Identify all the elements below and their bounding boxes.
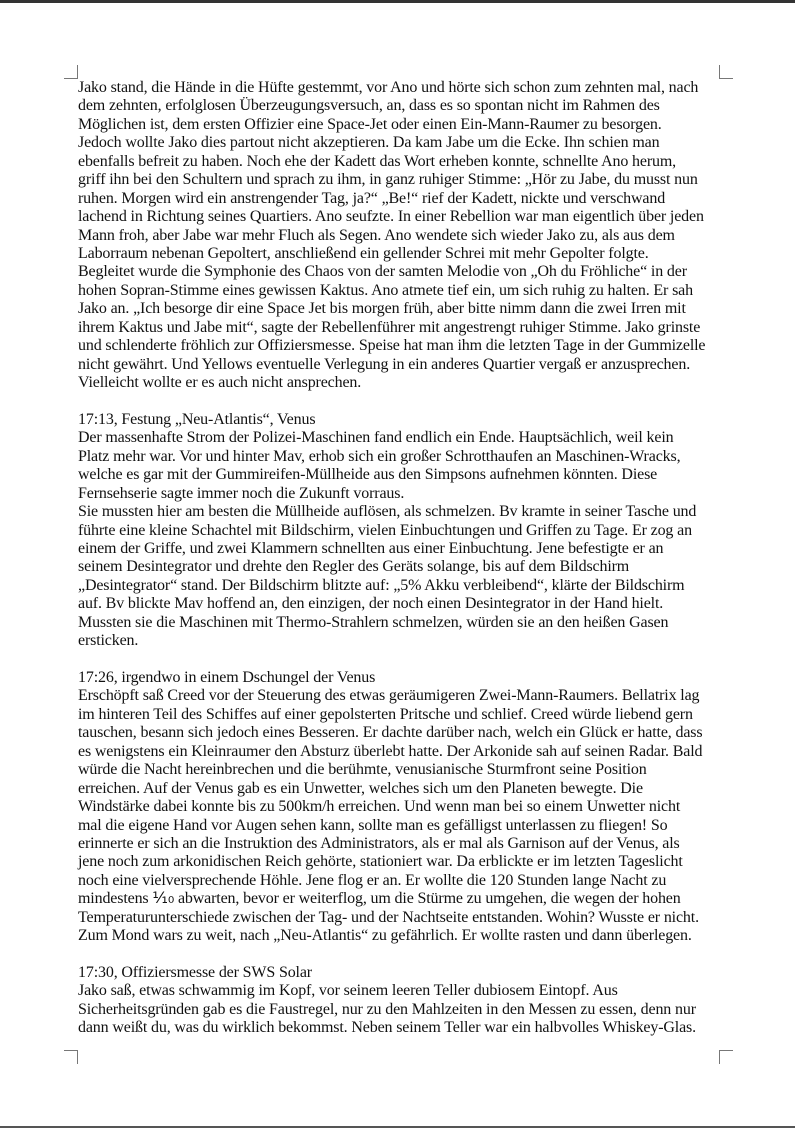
text-line: mal die eigene Hand vor Augen sehen kann, sollte man es gefälligst unterlassen zu fliegen! So — [78, 816, 668, 834]
text-line: auf. Bv blickte Mav hoffend an, den einzigen, der noch einen Desintegrator in der Hand hielt. — [78, 595, 664, 613]
section-heading: 17:30, Offiziersmesse der SWS Solar — [78, 964, 312, 981]
blank-line — [78, 651, 723, 669]
text-line: Zum Mond wars zu weit, nach „Neu-Atlantis“ zu gefährlich. Er wollte rasten und dann überlegen. — [78, 927, 692, 945]
text-line: Der massenhafte Strom der Polizei-Maschinen fand endlich ein Ende. Hauptsächlich, weil kein — [78, 429, 674, 447]
text-line: dem zehnten, erfolglosen Überzeugungsversuch, an, dass es so spontan nicht im Rahmen des — [78, 97, 660, 115]
text-line: Platz mehr war. Vor und hinter Mav, erhob sich ein großer Schrotthaufen an Maschinen-Wracks, — [78, 447, 681, 465]
crop-mark-top-left — [64, 65, 78, 79]
crop-mark-top-right — [719, 65, 733, 79]
text-line: Jako saß, etwas schwammig im Kopf, vor seinem leeren Teller dubiosem Eintopf. Aus — [78, 982, 618, 1000]
crop-mark-bottom-right — [719, 1050, 733, 1064]
text-line: Jako an. „Ich besorge dir eine Space Jet bis morgen früh, aber bitte nimm dann die zwei Irren mit — [78, 300, 686, 318]
text-line: Fernsehserie sagte immer noch die Zukunft vorraus. — [78, 484, 405, 502]
text-line: erinnerte er sich an die Instruktion des Administrators, als er mal als Garnison auf der Venus, als — [78, 834, 680, 852]
text-line: „Desintegrator“ stand. Der Bildschirm blitzte auf: „5% Akku verbleibend“, klärte der Bildschirm — [78, 576, 685, 594]
text-line: führte eine kleine Schachtel mit Bildschirm, vielen Einbuchtungen und Griffen zu Tage. Er zog an — [78, 521, 692, 539]
text-line: würde die Nacht hereinbrechen und die berühmte, venusianische Sturmfront seine Position — [78, 761, 647, 779]
text-line: ebenfalls befreit zu haben. Noch ehe der Kadett das Wort erheben konnte, schnellte Ano herum, — [78, 152, 677, 170]
text-line: Jedoch wollte Jako dies partout nicht akzeptieren. Da kam Jabe um die Ecke. Ihn schien man — [78, 134, 660, 152]
text-line: griff ihn bei den Schultern und sprach zu ihm, in ganz ruhiger Stimme: „Hör zu Jabe, du musst nun — [78, 171, 698, 189]
text-line: seinem Desintegrator und drehte den Regler des Geräts solange, bis auf dem Bildschirm — [78, 558, 630, 576]
section-heading: 17:13, Festung „Neu-Atlantis“, Venus — [78, 410, 316, 428]
text-line: Möglichen ist, dem ersten Offizier eine Space-Jet oder einen Ein-Mann-Raumer zu besorgen. — [78, 115, 662, 133]
text-line: noch eine vielversprechende Höhle. Jene flog er an. Er wollte die 120 Stunden lange Nacht zu — [78, 871, 667, 889]
text-line: Jako stand, die Hände in die Hüfte gestemmt, vor Ano und hörte sich schon zum zehnten mal, nach — [78, 79, 699, 96]
text-line: Mann froh, aber Jabe war mehr Fluch als Segen. Ano wendete sich wieder Jako zu, als aus dem — [78, 226, 675, 244]
text-line: Laborraum nebenan Gepoltert, anschließend ein gellender Schrei mit mehr Gepolter folgte. — [78, 244, 649, 262]
text-line: mindestens ⅒ abwarten, bevor er weiterflog, um die Stürme zu umgehen, die wegen der hohen — [78, 890, 681, 908]
text-line: ersticken. — [78, 632, 139, 650]
text-line: jene noch zum arkonidischen Reich gehörte, stationiert war. Da erblickte er im letzten Tageslicht — [78, 853, 683, 871]
crop-mark-bottom-left — [64, 1050, 78, 1064]
text-line: hohen Sopran-Stimme eines gewissen Kaktus. Ano atmete tief ein, um sich ruhig zu halten. Er sah — [78, 281, 693, 299]
text-line: Windstärke dabei konnte bis zu 500km/h erreichen. Und wenn man bei so einem Unwetter nicht — [78, 798, 681, 816]
text-line: Erschöpft saß Creed vor der Steuerung des etwas geräumigeren Zwei-Mann-Raumers. Bellatrix lag — [78, 687, 700, 705]
text-line: Begleitet wurde die Symphonie des Chaos von der samten Melodie von „Oh du Fröhliche“ in der — [78, 263, 687, 281]
text-line: es wenigstens ein Kleinraumer den Absturz überlebt hatte. Der Arkonide sah auf seinen Radar. Bald — [78, 742, 703, 760]
document-body[interactable] — [78, 79, 723, 1038]
text-line: lachend in Richtung seines Quartiers. Ano seufzte. In einer Rebellion war man eigentlich über jeden — [78, 208, 704, 226]
text-line: Sie mussten hier am besten die Müllheide auflösen, als schmelzen. Bv kramte in seiner Tasche und — [78, 503, 697, 521]
section-heading: 17:26, irgendwo in einem Dschungel der Venus — [78, 669, 376, 686]
blank-line — [78, 392, 723, 410]
window-top-border — [0, 0, 795, 3]
text-line: Temperaturunterschiede zwischen der Tag- und der Nachtseite entstanden. Wohin? Wusste er nicht. — [78, 908, 699, 926]
text-line: und schlenderte fröhlich zur Offiziersmesse. Speise hat man ihm die letzten Tage in der Gummizelle — [78, 337, 706, 355]
text-line: Mussten sie die Maschinen mit Thermo-Strahlern schmelzen, würden sie an den heißen Gasen — [78, 613, 669, 631]
text-line: im hinteren Teil des Schiffes auf einer gepolsterten Pritsche und schlief. Creed würde liebend gern — [78, 705, 693, 723]
text-line: ihrem Kaktus und Jabe mit“, sagte der Rebellenführer mit angestrengt ruhiger Stimme. Jako grinste — [78, 318, 701, 336]
text-line: dann weißt du, was du wirklich bekommst. Neben seinem Teller war ein halbvolles Whiskey-Glas. — [78, 1019, 696, 1037]
blank-line — [78, 946, 723, 964]
text-line: welche es gar mit der Gummireifen-Müllheide aus den Simpsons aufnehmen könnten. Diese — [78, 466, 658, 484]
text-line: Sicherheitsgründen gab es die Faustregel, nur zu den Mahlzeiten in den Messen zu essen, denn nur — [78, 1000, 696, 1018]
text-line: erreichen. Auf der Venus gab es ein Unwetter, welches sich um den Planeten bewegte. Die — [78, 779, 643, 797]
text-line: ruhen. Morgen wird ein anstrengender Tag, ja?“ „Be!“ rief der Kadett, nickte und verschwand — [78, 189, 666, 207]
text-line: einem der Griffe, und zwei Klammern schnellten aus einer Einbuchtung. Jene befestigte er an — [78, 539, 664, 557]
text-line: tauschen, besann sich jedoch eines Besseren. Er dachte darüber nach, welch ein Glück er hatte, dass — [78, 724, 703, 742]
text-line: Vielleicht wollte er es auch nicht ansprechen. — [78, 374, 362, 391]
text-line: nicht gewährt. Und Yellows eventuelle Verlegung in ein anderes Quartier vergaß er anzusprechen. — [78, 355, 691, 373]
